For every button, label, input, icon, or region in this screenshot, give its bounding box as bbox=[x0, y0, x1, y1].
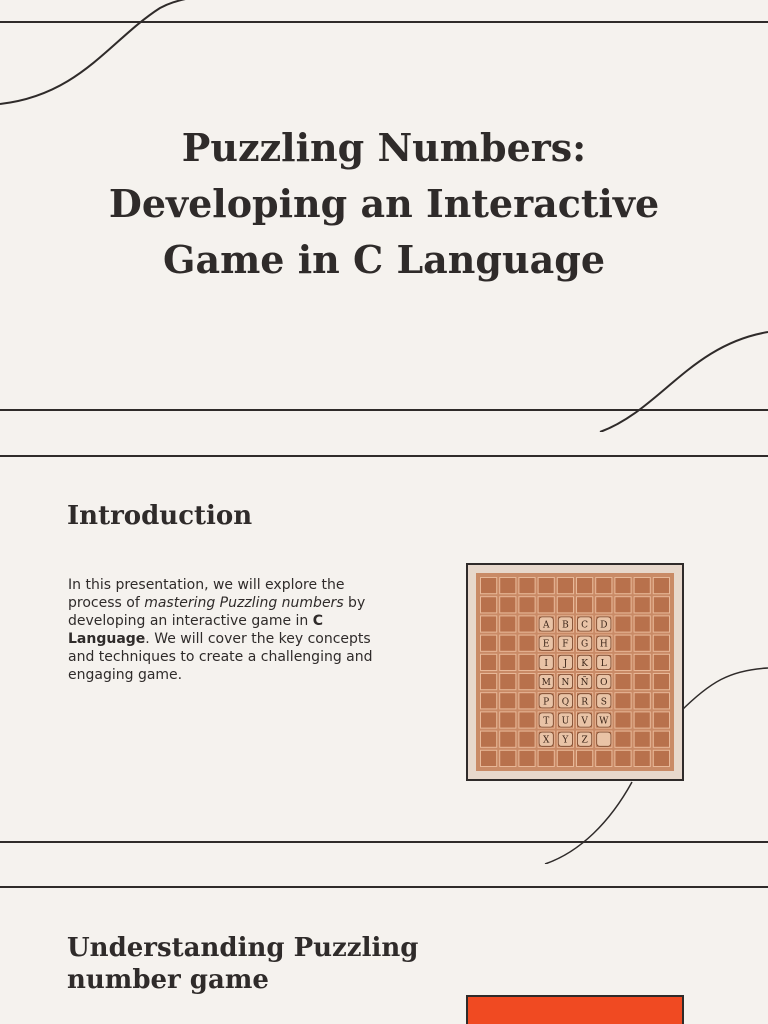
letter-tile-label: O bbox=[600, 678, 608, 689]
board-slot bbox=[519, 578, 535, 594]
letter-tile-label: Ñ bbox=[580, 678, 589, 689]
board-slot bbox=[634, 731, 650, 747]
board-slot bbox=[653, 578, 669, 594]
board-slot bbox=[634, 750, 650, 766]
board-slot bbox=[615, 731, 631, 747]
board-slot bbox=[500, 616, 516, 632]
board-slot bbox=[519, 750, 535, 766]
section-heading: Understanding Puzzling number game bbox=[67, 933, 419, 995]
board-slot bbox=[596, 597, 612, 613]
letter-tile-label: F bbox=[562, 639, 569, 650]
intro-paragraph bbox=[68, 576, 388, 684]
letter-tile-label: Z bbox=[581, 735, 588, 746]
board-slot bbox=[615, 674, 631, 690]
board-slot bbox=[557, 597, 573, 613]
board-slot bbox=[481, 674, 497, 690]
board-slot bbox=[653, 654, 669, 670]
letter-tile-label: Q bbox=[561, 697, 570, 708]
board-slot bbox=[519, 693, 535, 709]
board-slot bbox=[519, 674, 535, 690]
letter-tile-label: V bbox=[581, 716, 588, 727]
letter-tile-label: G bbox=[580, 639, 589, 650]
board-slot bbox=[653, 731, 669, 747]
board-slot bbox=[481, 750, 497, 766]
letter-tile-label: K bbox=[581, 658, 588, 669]
letter-board-photo bbox=[466, 563, 684, 781]
letter-tile-label: R bbox=[581, 697, 588, 708]
board-slot bbox=[615, 616, 631, 632]
letter-tile-label: E bbox=[542, 639, 550, 650]
board-slot bbox=[500, 731, 516, 747]
board-slot bbox=[615, 750, 631, 766]
letter-tile-label: W bbox=[599, 716, 609, 727]
board-slot bbox=[653, 693, 669, 709]
board-slot bbox=[500, 597, 516, 613]
letter-tile-label: M bbox=[541, 678, 551, 689]
board-slot bbox=[557, 578, 573, 594]
board-slot bbox=[481, 693, 497, 709]
letter-tile-label: B bbox=[562, 620, 569, 631]
orange-image bbox=[466, 995, 684, 1024]
letter-tile-label: Y bbox=[562, 735, 569, 746]
board-slot bbox=[653, 712, 669, 728]
board-slot bbox=[481, 578, 497, 594]
board-slot bbox=[615, 712, 631, 728]
understanding-slide bbox=[0, 864, 768, 1024]
board-slot bbox=[615, 597, 631, 613]
paragraph-text: In this presentation, we will explore the process of bbox=[68, 577, 345, 611]
letter-tile-label: D bbox=[600, 620, 608, 631]
letter-tile-label: H bbox=[599, 639, 608, 650]
board-slot bbox=[500, 750, 516, 766]
board-slot bbox=[653, 750, 669, 766]
board-grid bbox=[476, 573, 674, 771]
board-slot bbox=[519, 597, 535, 613]
board-slot bbox=[596, 578, 612, 594]
board-slot bbox=[615, 635, 631, 651]
wooden-board bbox=[476, 573, 674, 771]
letter-tile-label: U bbox=[561, 716, 570, 727]
board-slot bbox=[500, 635, 516, 651]
letter-tile bbox=[597, 732, 611, 746]
board-slot bbox=[634, 693, 650, 709]
board-slot bbox=[500, 712, 516, 728]
board-slot bbox=[615, 693, 631, 709]
letter-tile-label: L bbox=[600, 658, 607, 669]
board-slot bbox=[557, 750, 573, 766]
board-slot bbox=[500, 578, 516, 594]
board-slot bbox=[596, 750, 612, 766]
board-slot bbox=[481, 597, 497, 613]
board-slot bbox=[653, 597, 669, 613]
board-slot bbox=[634, 616, 650, 632]
board-slot bbox=[538, 750, 554, 766]
section-heading: Introduction bbox=[67, 501, 253, 531]
board-slot bbox=[615, 578, 631, 594]
board-slot bbox=[577, 597, 593, 613]
board-slot bbox=[634, 578, 650, 594]
board-slot bbox=[500, 674, 516, 690]
board-slot bbox=[538, 578, 554, 594]
letter-tile-label: P bbox=[543, 697, 550, 708]
board-slot bbox=[481, 731, 497, 747]
presentation-title: Puzzling Numbers: Developing an Interactive Game in C Language bbox=[108, 125, 660, 282]
board-slot bbox=[634, 654, 650, 670]
letter-tile-label: A bbox=[542, 620, 550, 631]
letter-tile-label: C bbox=[581, 620, 589, 631]
paragraph-text: . We will cover the key concepts and techniques to create a challenging and engaging game. bbox=[68, 631, 373, 683]
paragraph-text: by developing an interactive game in bbox=[68, 595, 366, 629]
letter-tile-label: N bbox=[561, 678, 570, 689]
paragraph-bold: C Language bbox=[68, 613, 324, 647]
board-slot bbox=[653, 616, 669, 632]
board-slot bbox=[519, 654, 535, 670]
title-slide bbox=[0, 0, 768, 432]
letter-tile-label: X bbox=[542, 735, 550, 746]
board-slot bbox=[519, 712, 535, 728]
board-slot bbox=[519, 731, 535, 747]
board-slot bbox=[519, 616, 535, 632]
board-slot bbox=[500, 693, 516, 709]
board-slot bbox=[519, 635, 535, 651]
board-slot bbox=[634, 635, 650, 651]
board-slot bbox=[634, 674, 650, 690]
board-slot bbox=[500, 654, 516, 670]
board-slot bbox=[481, 635, 497, 651]
board-slot bbox=[577, 578, 593, 594]
letter-tile-label: S bbox=[600, 697, 607, 708]
board-slot bbox=[615, 654, 631, 670]
board-slot bbox=[481, 712, 497, 728]
board-slot bbox=[653, 674, 669, 690]
letter-tile-label: I bbox=[544, 658, 548, 669]
board-slot bbox=[634, 712, 650, 728]
introduction-slide bbox=[0, 432, 768, 864]
board-slot bbox=[577, 750, 593, 766]
letter-tile-label: J bbox=[563, 658, 568, 669]
board-slot bbox=[481, 654, 497, 670]
paragraph-emphasis: mastering Puzzling numbers bbox=[144, 595, 344, 611]
letter-tile-label: T bbox=[543, 716, 550, 727]
board-slot bbox=[653, 635, 669, 651]
board-slot bbox=[481, 616, 497, 632]
board-slot bbox=[538, 597, 554, 613]
board-slot bbox=[634, 597, 650, 613]
